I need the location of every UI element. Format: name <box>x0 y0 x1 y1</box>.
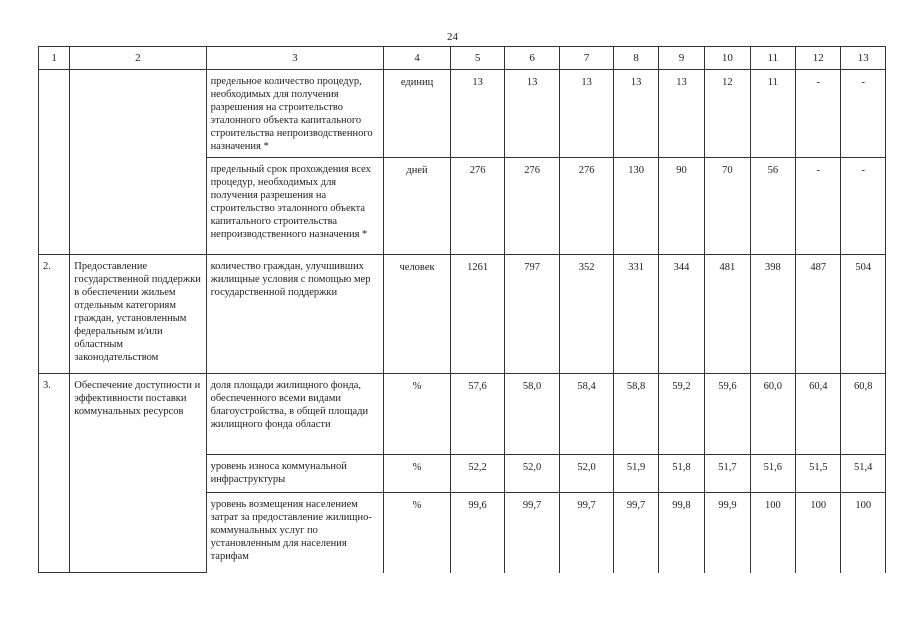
value-cell: 99,9 <box>705 493 750 573</box>
value-cell: 1261 <box>450 255 505 374</box>
column-number: 12 <box>796 47 841 70</box>
column-number: 1 <box>39 47 70 70</box>
value-cell: 276 <box>450 158 505 255</box>
value-cell: 59,6 <box>705 374 750 455</box>
value-cell: 99,6 <box>450 493 505 573</box>
column-number-row <box>39 47 886 70</box>
activity-area <box>70 70 206 255</box>
row-number: 3. <box>39 374 70 573</box>
value-cell: 797 <box>505 255 560 374</box>
column-number: 9 <box>658 47 704 70</box>
indicator-name: уровень возмещения населением затрат за предоставление жилищно-коммунальных услуг по установленным для населения тарифам <box>206 493 384 573</box>
value-cell: 70 <box>705 158 750 255</box>
unit: % <box>384 374 451 455</box>
value-cell: 344 <box>658 255 704 374</box>
value-cell: 12 <box>705 70 750 158</box>
value-cell: 58,4 <box>559 374 614 455</box>
value-cell: 60,4 <box>796 374 841 455</box>
value-cell: 331 <box>614 255 658 374</box>
value-cell: 51,7 <box>705 455 750 493</box>
value-cell: 51,9 <box>614 455 658 493</box>
value-cell: 60,0 <box>750 374 795 455</box>
value-cell: 100 <box>841 493 886 573</box>
value-cell: 487 <box>796 255 841 374</box>
value-cell: 60,8 <box>841 374 886 455</box>
value-cell: - <box>796 158 841 255</box>
value-cell: 51,4 <box>841 455 886 493</box>
value-cell: 504 <box>841 255 886 374</box>
page-number: 24 <box>447 31 458 43</box>
indicator-name: уровень износа коммунальной инфраструктуры <box>206 455 384 493</box>
column-number: 5 <box>450 47 505 70</box>
value-cell: 13 <box>505 70 560 158</box>
table-row <box>39 70 886 158</box>
value-cell: 99,7 <box>559 493 614 573</box>
value-cell: 56 <box>750 158 795 255</box>
unit: % <box>384 493 451 573</box>
unit: единиц <box>384 70 451 158</box>
indicator-name: количество граждан, улучшивших жилищные условия с помощью мер государственной поддержки <box>206 255 384 374</box>
value-cell: 13 <box>559 70 614 158</box>
column-number: 7 <box>559 47 614 70</box>
column-number: 4 <box>384 47 451 70</box>
value-cell: 90 <box>658 158 704 255</box>
table-row <box>39 374 886 455</box>
value-cell: 11 <box>750 70 795 158</box>
value-cell: 276 <box>505 158 560 255</box>
value-cell: 52,0 <box>505 455 560 493</box>
row-number: 2. <box>39 255 70 374</box>
column-number: 6 <box>505 47 560 70</box>
value-cell: - <box>841 70 886 158</box>
value-cell: 481 <box>705 255 750 374</box>
value-cell: - <box>796 70 841 158</box>
column-number: 2 <box>70 47 206 70</box>
value-cell: 99,7 <box>505 493 560 573</box>
value-cell: 100 <box>796 493 841 573</box>
value-cell: 13 <box>450 70 505 158</box>
value-cell: 51,8 <box>658 455 704 493</box>
value-cell: 52,0 <box>559 455 614 493</box>
column-number: 11 <box>750 47 795 70</box>
unit: дней <box>384 158 451 255</box>
value-cell: 58,0 <box>505 374 560 455</box>
value-cell: 99,7 <box>614 493 658 573</box>
value-cell: 58,8 <box>614 374 658 455</box>
indicators-table <box>38 46 886 573</box>
column-number: 13 <box>841 47 886 70</box>
value-cell: 100 <box>750 493 795 573</box>
unit: % <box>384 455 451 493</box>
value-cell: 398 <box>750 255 795 374</box>
indicator-name: доля площади жилищного фонда, обеспеченного всеми видами благоустройства, в общей площади жилищного фонда области <box>206 374 384 455</box>
column-number: 3 <box>206 47 384 70</box>
value-cell: - <box>841 158 886 255</box>
value-cell: 13 <box>614 70 658 158</box>
value-cell: 13 <box>658 70 704 158</box>
table-row <box>39 255 886 374</box>
value-cell: 99,8 <box>658 493 704 573</box>
value-cell: 51,6 <box>750 455 795 493</box>
column-number: 8 <box>614 47 658 70</box>
value-cell: 52,2 <box>450 455 505 493</box>
value-cell: 59,2 <box>658 374 704 455</box>
activity-area: Предоставление государственной поддержки в обеспечении жильем отдельным категориям граждан, установленным федеральным и/или областным законодательством <box>70 255 206 374</box>
activity-area: Обеспечение доступности и эффективности поставки коммунальных ресурсов <box>70 374 206 573</box>
column-number: 10 <box>705 47 750 70</box>
indicator-name: предельный срок прохождения всех процедур, необходимых для получения разрешения на строительство эталонного объекта капитального строительства непроизводственного назначения * <box>206 158 384 255</box>
value-cell: 57,6 <box>450 374 505 455</box>
value-cell: 276 <box>559 158 614 255</box>
value-cell: 51,5 <box>796 455 841 493</box>
value-cell: 130 <box>614 158 658 255</box>
value-cell: 352 <box>559 255 614 374</box>
unit: человек <box>384 255 451 374</box>
indicator-name: предельное количество процедур, необходимых для получения разрешения на строительство эталонного объекта капитального строительства непроизводственного назначения * <box>206 70 384 158</box>
row-number <box>39 70 70 255</box>
